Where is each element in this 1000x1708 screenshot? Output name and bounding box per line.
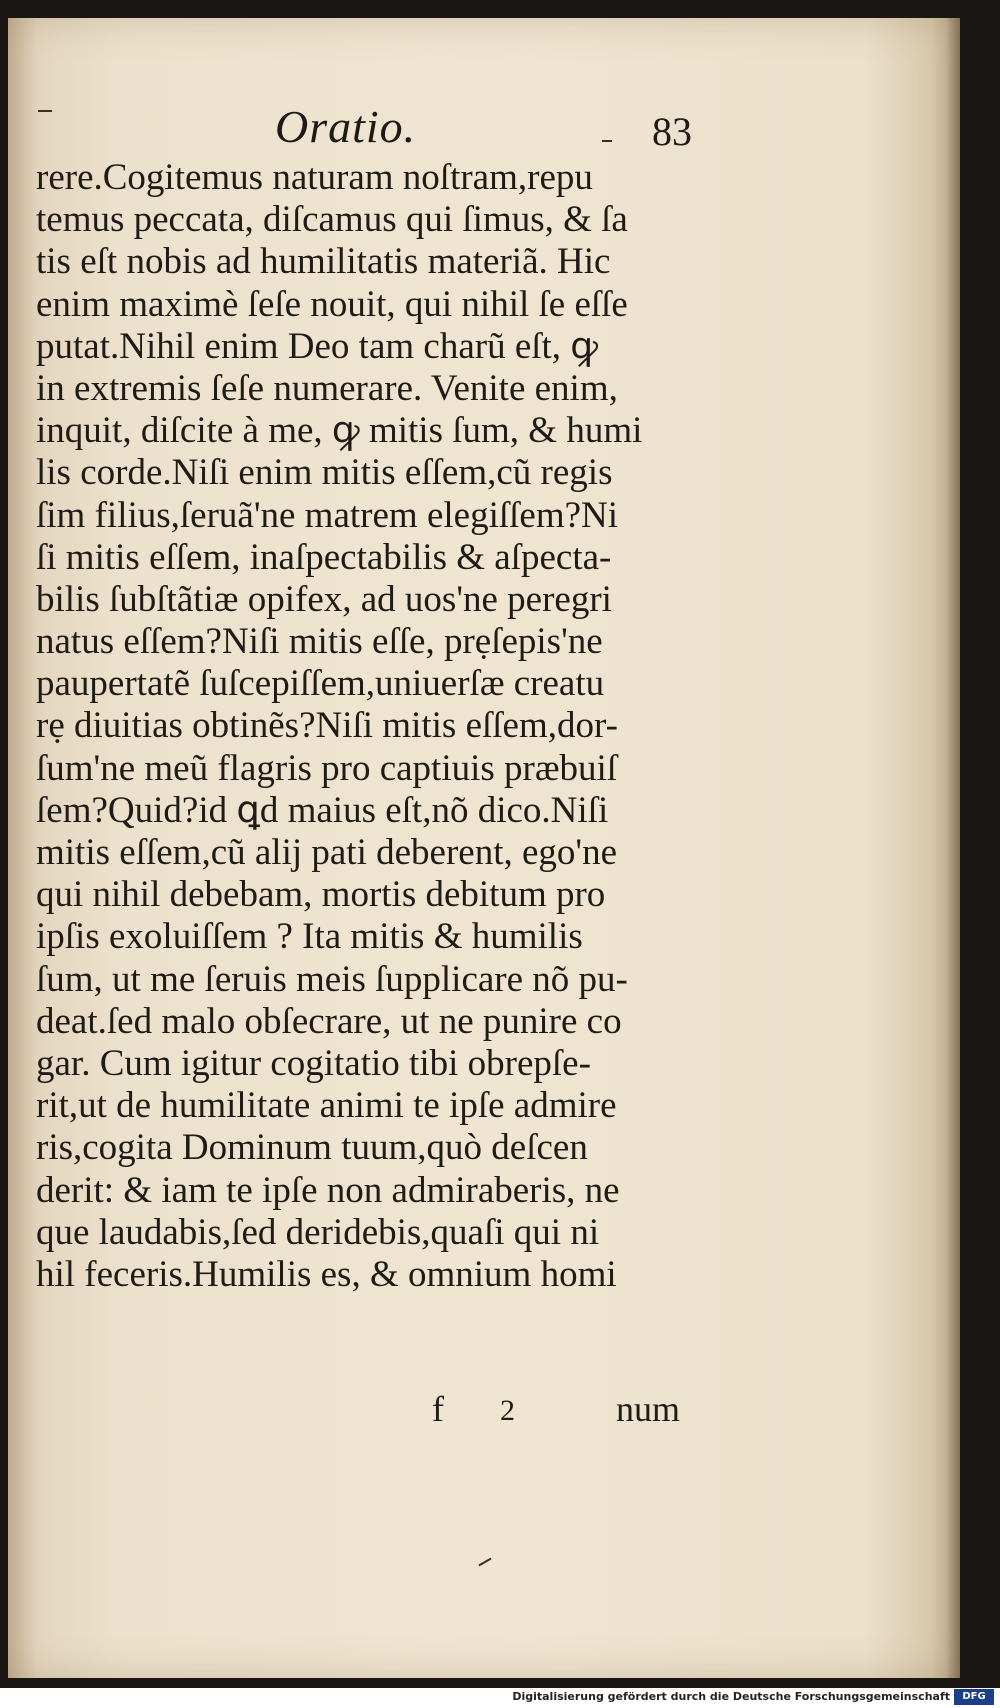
text-line: tis eſt nobis ad humilitatis materiã. Hic bbox=[36, 241, 611, 283]
text-line: hil feceris.Humilis es, & omnium homi bbox=[36, 1253, 617, 1295]
text-line: inquit, diſcite à me, ꝙ mitis ſum, & humi bbox=[36, 410, 643, 452]
text-line: mitis eſſem,cũ alij pati deberent, ego'ne bbox=[36, 832, 617, 873]
text-line: ſum'ne meũ flagris pro captiuis præbuiſ bbox=[36, 747, 618, 789]
text-line: derit: & iam te ipſe non admiraberis, ne bbox=[36, 1169, 620, 1211]
page-number: 83 bbox=[652, 109, 692, 154]
signature-number: 2 bbox=[500, 1394, 515, 1427]
text-line: deat.ſed malo obſecrare, ut ne punire co bbox=[36, 1000, 622, 1042]
digitization-credit: Digitalisierung gefördert durch die Deutsche Forschungsgemeinschaft bbox=[512, 1690, 950, 1703]
text-line: rit,ut de humilitate animi te ipſe admire bbox=[36, 1085, 617, 1127]
text-line: ſi mitis eſſem, inaſpectabilis & aſpecta- bbox=[36, 536, 612, 578]
text-line: in extremis ſeſe numerare. Venite enim, bbox=[36, 367, 618, 409]
text-line: ris,cogita Dominum tuum,quò deſcen bbox=[36, 1127, 588, 1169]
running-title: Oratio. bbox=[275, 101, 417, 152]
text-line: ſim filius,ſeruã'ne matrem elegiſſem?Ni bbox=[36, 494, 619, 536]
ink-mark bbox=[478, 1558, 491, 1567]
text-line: gar. Cum igitur cogitatio tibi obrepſe- bbox=[36, 1042, 591, 1084]
text-line: enim maximè ſeſe nouit, qui nihil ſe eſſe bbox=[36, 283, 628, 325]
text-line: rẹ diuitias obtinẽs?Niſi mitis eſſem,dor- bbox=[36, 705, 618, 747]
ink-mark bbox=[38, 110, 52, 112]
page-edge-shadow bbox=[946, 18, 960, 1678]
text-line: ipſis exoluiſſem ? Ita mitis & humilis bbox=[36, 916, 583, 958]
body-text bbox=[36, 157, 716, 1296]
text-line: lis corde.Niſi enim mitis eſſem,cũ regis bbox=[36, 452, 613, 494]
text-line: temus peccata, diſcamus qui ſimus, & ſa bbox=[36, 199, 628, 241]
text-line: natus eſſem?Niſi mitis eſſe, prẹſepis'ne bbox=[36, 621, 603, 663]
catchword: num bbox=[616, 1389, 681, 1429]
dfg-logo: DFG bbox=[954, 1689, 994, 1705]
text-line: ſum, ut me ſeruis meis ſupplicare nõ pu- bbox=[36, 958, 628, 1000]
text-line: bilis ſubſtãtiæ opifex, ad uos'ne peregri bbox=[36, 578, 612, 620]
text-line: ſem?Quid?id ꝗd maius eſt,nõ dico.Niſi bbox=[36, 789, 609, 831]
ink-mark bbox=[602, 140, 612, 142]
text-line: putat.Nihil enim Deo tam charũ eſt, ꝙ bbox=[36, 325, 599, 367]
signature-mark: f bbox=[432, 1389, 444, 1429]
text-line: qui nihil debebam, mortis debitum pro bbox=[36, 874, 606, 916]
text-line: que laudabis,ſed deridebis,quaſi qui ni bbox=[36, 1211, 600, 1253]
text-line: paupertatẽ ſuſcepiſſem,uniuerſæ creatu bbox=[36, 663, 605, 705]
text-line: rere.Cogitemus naturam noſtram,repu bbox=[36, 157, 593, 198]
